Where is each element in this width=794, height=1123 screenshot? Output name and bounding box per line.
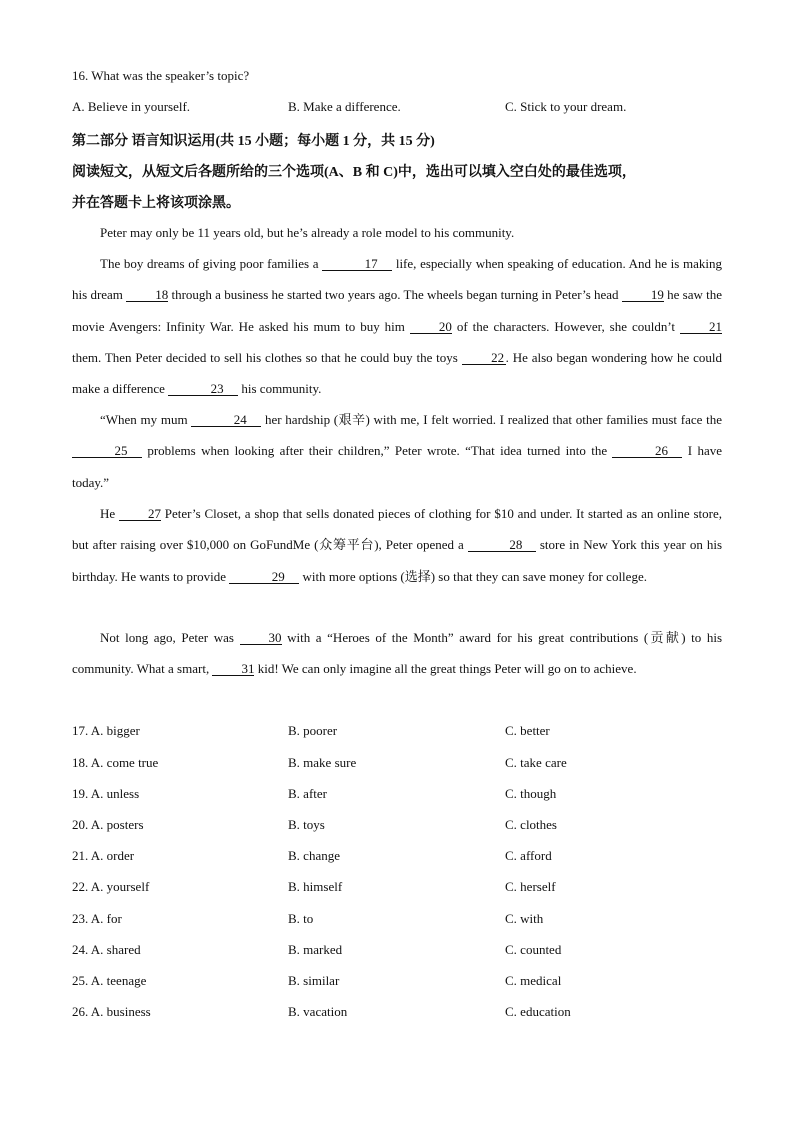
option-a: 25. A. teenage xyxy=(72,973,147,988)
option-b: B. toys xyxy=(288,817,325,832)
option-c: C. herself xyxy=(505,879,556,894)
blank-19: 19 xyxy=(622,288,664,302)
option-b: B. change xyxy=(288,848,340,863)
option-b: B. himself xyxy=(288,879,343,894)
options-row xyxy=(72,973,732,991)
blank-24: 24 xyxy=(191,413,261,427)
options-row xyxy=(72,817,732,835)
blank-31: 31 xyxy=(212,662,254,676)
blank-30: 30 xyxy=(240,631,282,645)
options-row xyxy=(72,942,732,960)
section-instruction-1: 阅读短文，从短文后各题所给的三个选项(A、B 和 C)中，选出可以填入空白处的最佳选项， xyxy=(72,165,636,180)
question-16: 16. What was the speaker’s topic? xyxy=(72,68,250,83)
blank-21: 21 xyxy=(680,320,722,334)
option-c: C. better xyxy=(505,723,550,738)
blank-25: 25 xyxy=(72,444,142,458)
blank-18: 18 xyxy=(126,288,168,302)
option-b: B. Make a difference. xyxy=(288,99,401,114)
option-a: 24. A. shared xyxy=(72,942,141,957)
option-c: C. afford xyxy=(505,848,552,863)
option-b: B. marked xyxy=(288,942,343,957)
option-b: B. to xyxy=(288,911,314,926)
blank-23: 23 xyxy=(168,382,238,396)
blank-28: 28 xyxy=(468,538,536,552)
option-a: 21. A. order xyxy=(72,848,135,863)
options-row xyxy=(72,1004,732,1022)
option-a: A. Believe in yourself. xyxy=(72,99,191,114)
options-row xyxy=(72,755,732,773)
blank-29: 29 xyxy=(229,570,299,584)
blank-17: 17 xyxy=(322,257,392,271)
blank-27: 27 xyxy=(119,507,161,521)
options-row xyxy=(72,911,732,929)
blank-26: 26 xyxy=(612,444,682,458)
option-c: C. Stick to your dream. xyxy=(505,99,627,114)
question-16-options xyxy=(72,99,732,117)
option-b: B. similar xyxy=(288,973,340,988)
passage-paragraph-2: The boy dreams of giving poor families a 17 life, especially when speaking of education. And he is making his dream 18 through a business he started two years ago. The wheels began turning in Peter’s head 19 he saw the movie Avengers: Infinity War. He asked his mum to buy him 20 of the characters. However, she couldn’t 21 them. Then Peter decided to sell his clothes so that he could buy the toys 22 . He also began wondering how he could make a difference 23 his community. xyxy=(72,256,723,397)
options-row xyxy=(72,879,732,897)
passage-paragraph-1: Peter may only be 11 years old, but he’s already a role model to his community. xyxy=(100,225,515,240)
options-row xyxy=(72,723,732,741)
option-a: 26. A. business xyxy=(72,1004,151,1019)
option-c: C. medical xyxy=(505,973,562,988)
option-c: C. clothes xyxy=(505,817,557,832)
option-c: C. take care xyxy=(505,755,567,770)
option-b: B. vacation xyxy=(288,1004,348,1019)
option-c: C. education xyxy=(505,1004,571,1019)
option-a: 23. A. for xyxy=(72,911,122,926)
option-c: C. counted xyxy=(505,942,562,957)
options-row xyxy=(72,848,732,866)
option-c: C. with xyxy=(505,911,544,926)
option-a: 19. A. unless xyxy=(72,786,140,801)
option-a: 22. A. yourself xyxy=(72,879,150,894)
section-title: 第二部分 语言知识运用(共 15 小题；每小题 1 分，共 15 分) xyxy=(72,134,435,149)
option-b: B. after xyxy=(288,786,327,801)
option-c: C. though xyxy=(505,786,557,801)
blank-22: 22 xyxy=(462,351,506,365)
option-a: 18. A. come true xyxy=(72,755,159,770)
options-row xyxy=(72,786,732,804)
option-a: 17. A. bigger xyxy=(72,723,140,738)
option-a: 20. A. posters xyxy=(72,817,144,832)
section-instruction-2: 并在答题卡上将该项涂黑。 xyxy=(72,196,240,211)
passage-paragraph-5: Not long ago, Peter was 30 with a “Heroes of the Month” award for his great contributions (贡献) to his community. What a smart, 31 kid! We can only imagine all the great things Peter will go on to achieve. xyxy=(72,630,723,677)
option-b: B. poorer xyxy=(288,723,338,738)
blank-20: 20 xyxy=(410,320,452,334)
passage-paragraph-4: He 27 Peter’s Closet, a shop that sells donated pieces of clothing for $10 and under. It started as an online store, but after raising over $10,000 on GoFundMe (众筹平台), Peter opened a 28 store in New York this year on his birthday. He wants to provide 29 with more options (选择) so that they can save money for college. xyxy=(72,506,723,584)
passage-paragraph-3: “When my mum 24 her hardship (艰辛) with me, I felt worried. I realized that other families must face the 25 problems when looking after their children,” Peter wrote. “That idea turned into the 26 I have today.” xyxy=(72,412,722,490)
option-b: B. make sure xyxy=(288,755,357,770)
